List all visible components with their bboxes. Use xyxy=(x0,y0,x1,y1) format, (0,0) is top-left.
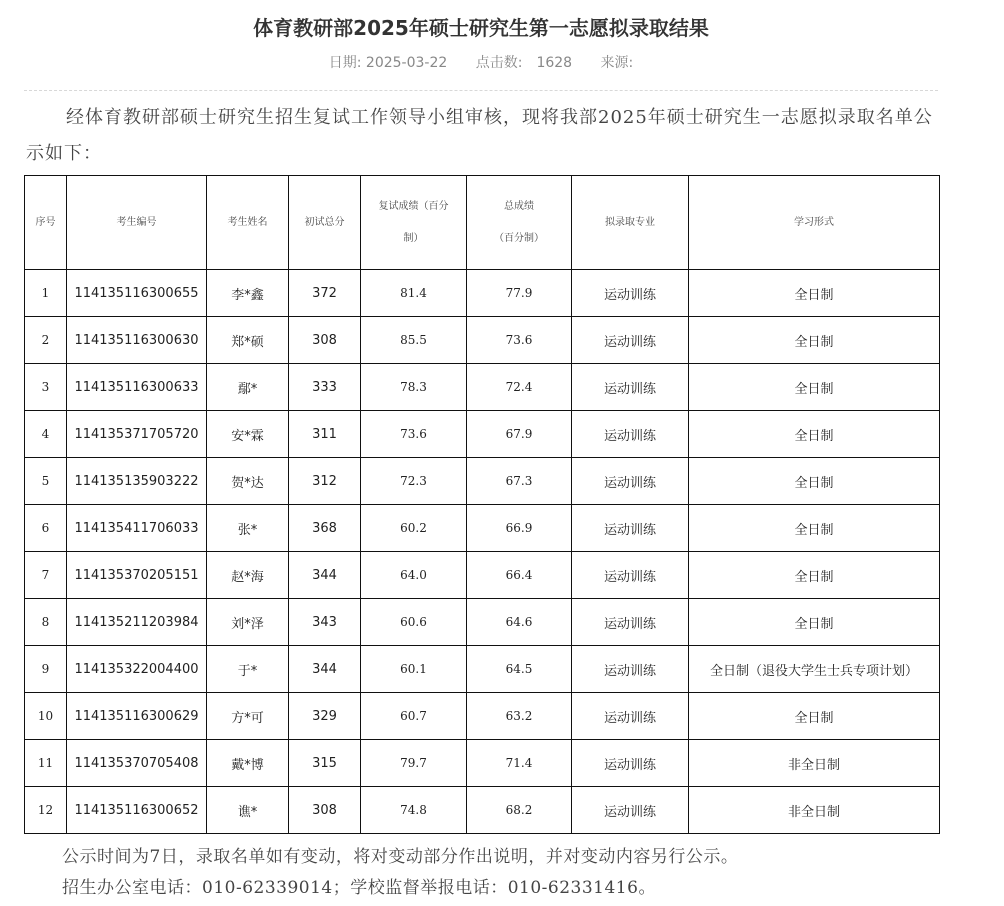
article-title: 体育教研部2025年硕士研究生第一志愿拟录取结果 xyxy=(253,16,709,40)
cell-mode: 全日制 xyxy=(689,505,940,552)
cell-mode: 全日制 xyxy=(689,317,940,364)
cell-name: 谯* xyxy=(207,787,289,834)
cell-name: 于* xyxy=(207,646,289,693)
cell-major: 运动训练 xyxy=(572,740,689,787)
cell-mode: 全日制 xyxy=(689,364,940,411)
cell-major: 运动训练 xyxy=(572,599,689,646)
table-row xyxy=(25,599,940,646)
cell-prelim: 344 xyxy=(289,646,361,693)
header-id: 考生编号 xyxy=(67,176,207,270)
header-mode: 学习形式 xyxy=(689,176,940,270)
cell-mode: 全日制 xyxy=(689,693,940,740)
cell-total: 73.6 xyxy=(467,317,572,364)
cell-name: 贺*达 xyxy=(207,458,289,505)
cell-seq: 11 xyxy=(25,740,67,787)
date-label: 日期: xyxy=(328,55,362,71)
cell-seq: 7 xyxy=(25,552,67,599)
cell-prelim: 311 xyxy=(289,411,361,458)
article-meta xyxy=(0,52,962,72)
cell-prelim: 372 xyxy=(289,270,361,317)
cell-seq: 1 xyxy=(25,270,67,317)
header-retest-line2: 制） xyxy=(403,232,424,244)
cell-major: 运动训练 xyxy=(572,270,689,317)
cell-seq: 8 xyxy=(25,599,67,646)
divider xyxy=(24,90,938,91)
intro-paragraph: 经体育教研部硕士研究生招生复试工作领导小组审核，现将我部2025年硕士研究生一志愿拟录取名单公示如下： xyxy=(26,107,933,164)
cell-prelim: 333 xyxy=(289,364,361,411)
cell-name: 方*可 xyxy=(207,693,289,740)
date-value: 2025-03-22 xyxy=(365,55,448,71)
cell-retest: 60.7 xyxy=(361,693,467,740)
table-row xyxy=(25,740,940,787)
cell-total: 67.9 xyxy=(467,411,572,458)
cell-major: 运动训练 xyxy=(572,646,689,693)
cell-retest: 60.1 xyxy=(361,646,467,693)
date-field xyxy=(329,55,448,71)
cell-seq: 6 xyxy=(25,505,67,552)
table-row xyxy=(25,411,940,458)
cell-total: 71.4 xyxy=(467,740,572,787)
cell-prelim: 308 xyxy=(289,787,361,834)
cell-mode: 全日制 xyxy=(689,270,940,317)
cell-total: 66.4 xyxy=(467,552,572,599)
cell-name: 安*霖 xyxy=(207,411,289,458)
table-row xyxy=(25,552,940,599)
cell-major: 运动训练 xyxy=(572,693,689,740)
cell-seq: 5 xyxy=(25,458,67,505)
cell-name: 戴*博 xyxy=(207,740,289,787)
header-total-line2: （百分制） xyxy=(494,232,544,244)
cell-retest: 81.4 xyxy=(361,270,467,317)
cell-id: 114135116300629 xyxy=(67,693,207,740)
cell-retest: 73.6 xyxy=(361,411,467,458)
cell-retest: 78.3 xyxy=(361,364,467,411)
cell-id: 114135371705720 xyxy=(67,411,207,458)
table-row xyxy=(25,317,940,364)
cell-id: 114135370205151 xyxy=(67,552,207,599)
cell-total: 67.3 xyxy=(467,458,572,505)
cell-major: 运动训练 xyxy=(572,458,689,505)
cell-id: 114135370705408 xyxy=(67,740,207,787)
cell-mode: 全日制 xyxy=(689,458,940,505)
cell-seq: 2 xyxy=(25,317,67,364)
table-header-row xyxy=(25,176,940,270)
cell-total: 68.2 xyxy=(467,787,572,834)
cell-major: 运动训练 xyxy=(572,317,689,364)
clicks-value: 1628 xyxy=(536,55,573,71)
cell-id: 114135135903222 xyxy=(67,458,207,505)
cell-id: 114135411706033 xyxy=(67,505,207,552)
cell-name: 赵*海 xyxy=(207,552,289,599)
header-retest-line1: 复试成绩（百分 xyxy=(378,200,449,212)
source-label: 来源: xyxy=(600,55,634,71)
cell-retest: 72.3 xyxy=(361,458,467,505)
clicks-field xyxy=(476,55,572,71)
cell-retest: 60.6 xyxy=(361,599,467,646)
cell-major: 运动训练 xyxy=(572,552,689,599)
cell-prelim: 343 xyxy=(289,599,361,646)
header-name: 考生姓名 xyxy=(207,176,289,270)
cell-seq: 9 xyxy=(25,646,67,693)
header-total xyxy=(467,176,572,270)
cell-name: 张* xyxy=(207,505,289,552)
table-row xyxy=(25,693,940,740)
footer-notice: 公示时间为7日，录取名单如有变动，将对变动部分作出说明，并对变动内容另行公示。 xyxy=(62,847,739,867)
cell-total: 72.4 xyxy=(467,364,572,411)
table-row xyxy=(25,646,940,693)
cell-mode: 非全日制 xyxy=(689,740,940,787)
cell-mode: 全日制 xyxy=(689,411,940,458)
footer-contacts: 招生办公室电话：010-62339014；学校监督举报电话：010-62331416。 xyxy=(62,878,656,898)
cell-id: 114135116300633 xyxy=(67,364,207,411)
cell-name: 鄢* xyxy=(207,364,289,411)
cell-total: 63.2 xyxy=(467,693,572,740)
cell-id: 114135116300655 xyxy=(67,270,207,317)
cell-retest: 79.7 xyxy=(361,740,467,787)
cell-major: 运动训练 xyxy=(572,505,689,552)
cell-seq: 10 xyxy=(25,693,67,740)
cell-prelim: 368 xyxy=(289,505,361,552)
cell-mode: 全日制 xyxy=(689,552,940,599)
clicks-label: 点击数: xyxy=(475,55,523,71)
cell-retest: 74.8 xyxy=(361,787,467,834)
table-row xyxy=(25,505,940,552)
source-field xyxy=(601,55,634,71)
cell-prelim: 344 xyxy=(289,552,361,599)
table-row xyxy=(25,270,940,317)
cell-name: 刘*泽 xyxy=(207,599,289,646)
cell-seq: 4 xyxy=(25,411,67,458)
cell-retest: 85.5 xyxy=(361,317,467,364)
cell-mode: 全日制（退役大学生士兵专项计划） xyxy=(689,646,940,693)
table-row xyxy=(25,787,940,834)
cell-seq: 12 xyxy=(25,787,67,834)
cell-total: 77.9 xyxy=(467,270,572,317)
cell-prelim: 308 xyxy=(289,317,361,364)
cell-seq: 3 xyxy=(25,364,67,411)
cell-name: 郑*硕 xyxy=(207,317,289,364)
cell-major: 运动训练 xyxy=(572,364,689,411)
cell-name: 李*鑫 xyxy=(207,270,289,317)
cell-prelim: 315 xyxy=(289,740,361,787)
table-row xyxy=(25,458,940,505)
cell-id: 114135211203984 xyxy=(67,599,207,646)
header-major: 拟录取专业 xyxy=(572,176,689,270)
cell-total: 64.6 xyxy=(467,599,572,646)
header-prelim: 初试总分 xyxy=(289,176,361,270)
cell-total: 66.9 xyxy=(467,505,572,552)
cell-mode: 全日制 xyxy=(689,599,940,646)
cell-retest: 60.2 xyxy=(361,505,467,552)
cell-mode: 非全日制 xyxy=(689,787,940,834)
header-retest xyxy=(361,176,467,270)
cell-major: 运动训练 xyxy=(572,411,689,458)
header-seq: 序号 xyxy=(25,176,67,270)
cell-id: 114135322004400 xyxy=(67,646,207,693)
cell-prelim: 312 xyxy=(289,458,361,505)
admission-table xyxy=(24,175,940,834)
header-total-line1: 总成绩 xyxy=(504,200,534,212)
cell-retest: 64.0 xyxy=(361,552,467,599)
cell-major: 运动训练 xyxy=(572,787,689,834)
cell-prelim: 329 xyxy=(289,693,361,740)
cell-id: 114135116300630 xyxy=(67,317,207,364)
cell-total: 64.5 xyxy=(467,646,572,693)
table-row xyxy=(25,364,940,411)
cell-id: 114135116300652 xyxy=(67,787,207,834)
